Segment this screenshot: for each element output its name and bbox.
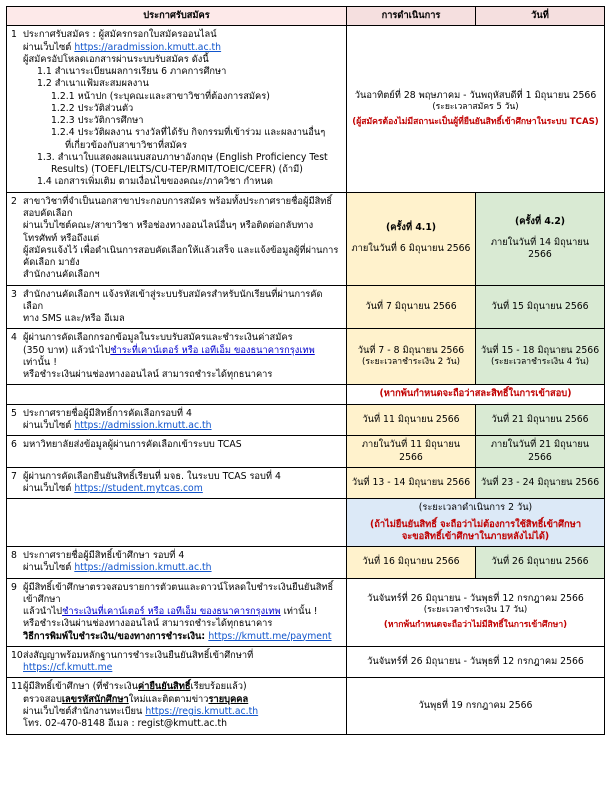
row-9-content: [7, 578, 347, 646]
round-badge: (ครั้งที่ 4.1): [385, 222, 437, 234]
spacer-cell: [7, 385, 347, 404]
header-cell-date: วันที่: [476, 7, 605, 26]
header-cell-announcement: ประกาศรับสมัคร: [7, 7, 347, 26]
line: ประกาศรายชื่อผู้มีสิทธิ์การคัดเลือกรอบที่ 4: [23, 407, 192, 419]
line: 1.2 สำเนาแฟ้มสะสมผลงาน: [37, 78, 149, 90]
table-row-note: [7, 499, 605, 547]
row-number: 9: [11, 581, 17, 593]
line: ผู้มีสิทธิ์เข้าศึกษาตรวจสอบรายการตัวตนและดาวน์โหลดใบชำระเงินยืนยันสิทธิ์เข้าศึกษา: [23, 581, 334, 605]
line: ประกาศรับสมัคร : ผู้สมัครกรอกใบสมัครออนไลน์: [23, 29, 217, 41]
table-row: [7, 404, 605, 436]
line: สำนักงานคัดเลือกฯ: [23, 269, 100, 281]
row-11-date-cell: วันพุธที่ 19 กรกฎาคม 2566: [347, 678, 605, 734]
row-7-warning: [347, 499, 605, 547]
line: 1.2.2 ประวัติส่วนตัว: [51, 102, 134, 114]
table-row: [7, 192, 605, 285]
row-3-date-round42: วันที่ 15 มิถุนายน 2566: [476, 285, 605, 329]
row-number: 11: [11, 681, 23, 693]
header-cell-action: การดำเนินการ: [347, 7, 476, 26]
row-10-date-cell: วันจันทร์ที่ 26 มิถุนายน - วันพุธที่ 12 กรกฎาคม 2566: [347, 646, 605, 678]
row-number: 7: [11, 470, 17, 482]
row-4-date-round41: [347, 329, 476, 385]
line: ผ่านเว็บไซต์คณะ/สาขาวิชา หรือช่องทางออนไลน์อื่นๆ หรือติดต่อกลับทางโทรศัพท์ หรือถึงแต่: [23, 220, 314, 244]
bank-payment-note: ชำระที่เคาน์เตอร์ หรือ เอทีเอ็ม ของธนาคารกรุงเทพ: [110, 344, 315, 356]
table-row: [7, 547, 605, 579]
link-admission[interactable]: https://admission.kmutt.ac.th: [74, 419, 212, 431]
row-8-date-round42: วันที่ 26 มิถุนายน 2566: [476, 547, 605, 579]
line: หรือชำระเงินผ่านช่องทางออนไลน์ สามารถชำระได้ทุกธนาคาร: [23, 618, 273, 630]
table-row: [7, 436, 605, 468]
row-3-content: [7, 285, 347, 329]
line: ผ่านเว็บไซต์ https://admission.kmutt.ac.th: [23, 562, 212, 574]
fee-note: ค่ายืนยันสิทธิ์: [138, 681, 191, 693]
line: ผู้ผ่านการคัดเลือกยืนยันสิทธิ์เรียนที่ มจธ. ในระบบ TCAS รอบที่ 4: [23, 470, 281, 482]
row-number: 6: [11, 439, 17, 451]
row-number: 10: [11, 649, 23, 661]
row-number: 2: [11, 195, 17, 207]
row-6-date-round42: ภายในวันที่ 21 มิถุนายน 2566: [476, 436, 605, 468]
line: ผู้มีสิทธิ์เข้าศึกษา (ที่ชำระเงินค่ายืนยันสิทธิ์เรียบร้อยแล้ว): [23, 681, 247, 693]
row-number: 3: [11, 288, 17, 300]
row-7-date-round41: วันที่ 13 - 14 มิถุนายน 2566: [347, 467, 476, 499]
duration-note: (ระยะเวลาดำเนินการ 2 วัน): [418, 502, 533, 514]
link-aradmission[interactable]: https://aradmission.kmutt.ac.th: [74, 41, 222, 53]
row-3-date-round41: วันที่ 7 มิถุนายน 2566: [347, 285, 476, 329]
row-7-content: [7, 467, 347, 499]
date-text: วันอาทิตย์ที่ 28 พฤษภาคม - วันพฤหัสบดีที่ 1 มิถุนายน 2566: [354, 89, 597, 101]
line: ประกาศรายชื่อผู้มีสิทธิ์เข้าศึกษา รอบที่ 4: [23, 550, 185, 562]
table-row: [7, 578, 605, 646]
table-row: [7, 329, 605, 385]
line: ผู้สมัครแจ้งไว้ เพื่อดำเนินการสอบคัดเลือกให้แล้วเสร็จ และแจ้งข้อมูลผู้ที่ผ่านการคัดเลือก มายัง: [23, 244, 339, 269]
line: 1.4 เอกสารเพิ่มเติม ตามเงื่อนไขของคณะ/ภาควิชา กำหนด: [37, 176, 273, 188]
duration-note: (ระยะเวลาสมัคร 5 วัน): [432, 101, 519, 112]
row-2-date-round41: [347, 192, 476, 285]
row-6-content: [7, 436, 347, 468]
row-number: 8: [11, 550, 17, 562]
row-5-date-round41: วันที่ 11 มิถุนายน 2566: [347, 404, 476, 436]
table-row: [7, 285, 605, 329]
warning-note-line2: จะขอสิทธิ์เข้าศึกษาในภายหลังไม่ได้): [401, 530, 550, 542]
line: ส่งสัญญาพร้อมหลักฐานการชำระเงินยืนยันสิทธิ์เข้าศึกษาที่ https://cf.kmutt.me: [23, 649, 254, 674]
link-contract[interactable]: https://cf.kmutt.me: [23, 662, 113, 674]
row-4-warning: (หากพ้นกำหนดจะถือว่าสละสิทธิ์ในการเข้าสอบ): [347, 385, 605, 404]
row-2-content: [7, 192, 347, 285]
row-7-date-round42: วันที่ 23 - 24 มิถุนายน 2566: [476, 467, 605, 499]
bank-payment-note-2: ชำระเงินที่เคาน์เตอร์ หรือ เอทีเอ็ม ของธนาคารกรุงเทพ: [62, 606, 281, 618]
link-payment[interactable]: https://kmutt.me/payment: [208, 630, 332, 642]
line: ทาง SMS และ/หรือ อีเมล: [23, 313, 125, 325]
line: ผ่านเว็บไซต์ https://student.mytcas.com: [23, 483, 203, 495]
date-text: ภายในวันที่ 14 มิถุนายน 2566: [490, 236, 590, 260]
table-row: [7, 26, 605, 192]
line: (350 บาท) แล้วนำไปชำระที่เคาน์เตอร์ หรือ เอทีเอ็ม ของธนาคารกรุงเทพ เท่านั้น !: [23, 344, 315, 368]
line: ผ่านเว็บไซต์ https://admission.kmutt.ac.th: [23, 419, 212, 431]
row-5-date-round42: วันที่ 21 มิถุนายน 2566: [476, 404, 605, 436]
spacer-cell: [7, 499, 347, 547]
line: แล้วนำไปชำระเงินที่เคาน์เตอร์ หรือ เอทีเอ็ม ของธนาคารกรุงเทพ เท่านั้น !: [23, 606, 318, 618]
row-8-content: [7, 547, 347, 579]
line: มหาวิทยาลัยส่งข้อมูลผู้ผ่านการคัดเลือกเข้าระบบ TCAS: [23, 439, 242, 451]
row-9-date-cell: [347, 578, 605, 646]
date-text: วันจันทร์ที่ 26 มิถุนายน - วันพุธที่ 12 กรกฎาคม 2566: [367, 592, 584, 604]
row-1-date-cell: [347, 26, 605, 192]
warning-note-line1: (ถ้าไม่ยืนยันสิทธิ์ จะถือว่าไม่ต้องการใช้สิทธิ์เข้าศึกษา: [369, 518, 582, 530]
line: ผ่านเว็บไซต์สำนักงานทะเบียน https://regis.kmutt.ac.th: [23, 706, 259, 718]
duration-note: (ระยะเวลาชำระเงิน 17 วัน): [423, 605, 528, 616]
row-8-date-round41: วันที่ 16 มิถุนายน 2566: [347, 547, 476, 579]
row-4-content: [7, 329, 347, 385]
line: ผู้ผ่านการคัดเลือกกรอกข้อมูลในระบบรับสมัครและชำระเงินค่าสมัคร: [23, 332, 293, 344]
date-text: วันที่ 15 - 18 มิถุนายน 2566: [480, 345, 600, 357]
link-mytcas[interactable]: https://student.mytcas.com: [74, 483, 203, 495]
link-regis[interactable]: https://regis.kmutt.ac.th: [145, 706, 259, 718]
line: 1.2.1 หน้าปก (ระบุคณะและสาขาวิชาที่ต้องการสมัคร): [51, 90, 270, 102]
warning-note: (ผู้สมัครต้องไม่มีสถานะเป็นผู้ที่ยืนยันสิทธิ์เข้าศึกษาในระบบ TCAS): [352, 117, 599, 128]
row-6-date-round41: ภายในวันที่ 11 มิถุนายน 2566: [347, 436, 476, 468]
line: ตรวจสอบเลขรหัสนักศึกษาใหม่และติดตามข่าวรายบุคคล: [23, 693, 249, 705]
table-header-row: [7, 7, 605, 26]
row-2-date-round42: [476, 192, 605, 285]
table-row: [7, 467, 605, 499]
duration-note: (ระยะเวลาชำระเงิน 2 วัน): [362, 357, 460, 368]
contact-line: โทร. 02-470-8148 อีเมล : regist@kmutt.ac.th: [23, 718, 228, 730]
round-badge: (ครั้งที่ 4.2): [514, 216, 566, 228]
line: 1.2.3 ประวัติการศึกษา: [51, 115, 144, 127]
date-text: วันที่ 7 - 8 มิถุนายน 2566: [357, 345, 465, 357]
row-number: 4: [11, 332, 17, 344]
line: ผ่านเว็บไซต์ https://aradmission.kmutt.ac.th: [23, 41, 222, 53]
row-number: 5: [11, 407, 17, 419]
row-4-date-round42: [476, 329, 605, 385]
line: วิธีการพิมพ์ใบชำระเงิน/ของทางการชำระเงิน: https://kmutt.me/payment: [23, 630, 332, 642]
line: หรือชำระเงินผ่านช่องทางออนไลน์ สามารถชำระได้ทุกธนาคาร: [23, 369, 273, 381]
warning-note: (หากพ้นกำหนดจะถือว่าไม่มีสิทธิ์ในการเข้าศึกษา): [383, 620, 568, 631]
line: 1.1 สำเนาระเบียนผลการเรียน 6 ภาคการศึกษา: [37, 66, 227, 78]
row-11-content: [7, 678, 347, 734]
line: 1.2.4 ประวัติผลงาน รางวัลที่ได้รับ กิจกรรมที่เข้าร่วม และผลงานอื่นๆ: [51, 127, 326, 139]
table-row: [7, 678, 605, 734]
line: ผู้สมัครอัปโหลดเอกสารผ่านระบบรับสมัคร ดังนี้: [23, 53, 209, 65]
line: Results) (TOEFL/IELTS/CU-TEP/RMIT/TOEIC/CEFR) (ถ้ามี): [51, 164, 303, 176]
row-5-content: [7, 404, 347, 436]
line: สาขาวิชาที่จำเป็นนอกสาขาประกอบการสมัคร พร้อมทั้งประกาศรายชื่อผู้มีสิทธิ์สอบคัดเลือก: [23, 195, 333, 219]
duration-note: (ระยะเวลาชำระเงิน 4 วัน): [491, 357, 589, 368]
table-row-note: [7, 385, 605, 404]
row-1-content: [7, 26, 347, 192]
admission-schedule-table: [6, 6, 605, 735]
line: สำนักงานคัดเลือกฯ แจ้งรหัสเข้าสู่ระบบรับสมัครสำหรับนักเรียนที่ผ่านการคัดเลือก: [23, 288, 323, 312]
row-number: 1: [11, 29, 17, 41]
date-text: ภายในวันที่ 6 มิถุนายน 2566: [351, 242, 471, 254]
line: ที่เกี่ยวข้องกับสาขาวิชาที่สมัคร: [65, 139, 187, 151]
student-id-note: เลขรหัสนักศึกษา: [61, 693, 129, 705]
line: 1.3. สำเนาใบแสดงผลแนบสอบภาษาอังกฤษ (English Proficiency Test: [37, 151, 328, 163]
table-row: [7, 646, 605, 678]
row-10-content: [7, 646, 347, 678]
link-admission-2[interactable]: https://admission.kmutt.ac.th: [74, 562, 212, 574]
